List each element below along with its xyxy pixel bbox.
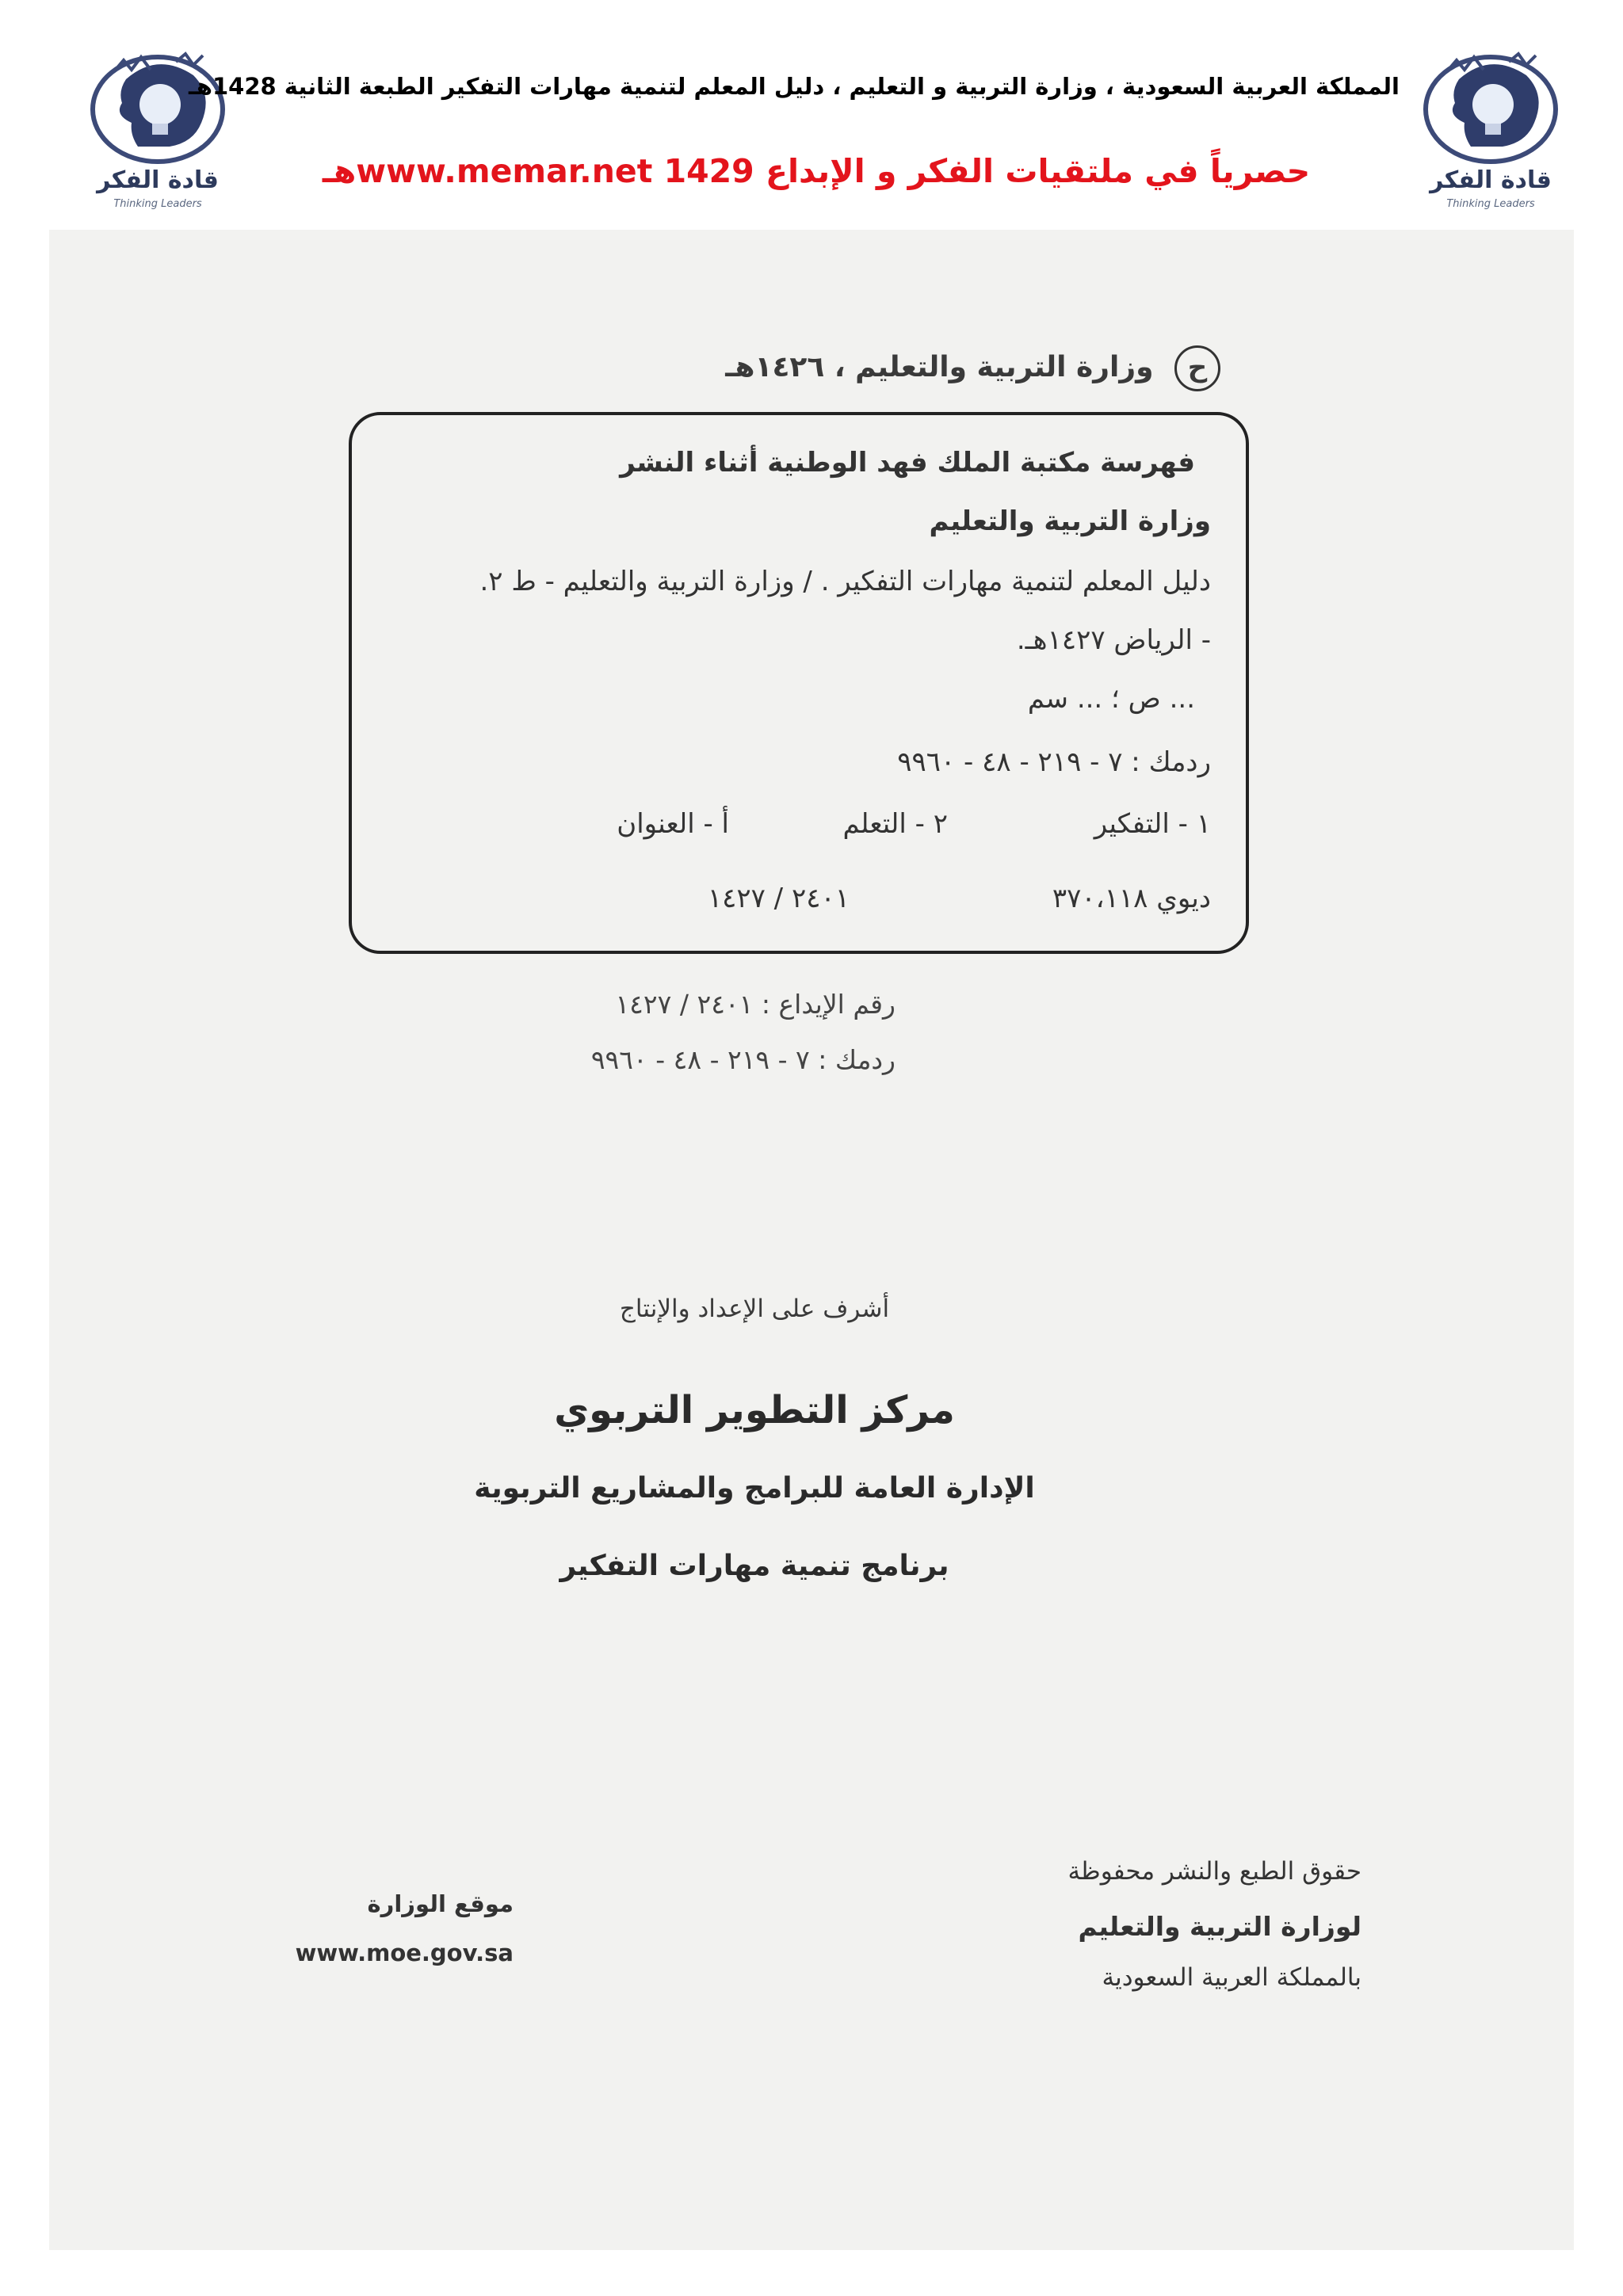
cataloging-box — [349, 412, 1249, 954]
ministry-website-label: موقع الوزارة — [367, 1890, 514, 1917]
copyright-line — [475, 345, 1220, 391]
copyright-symbol: ح — [1174, 345, 1220, 391]
rights-line2: لوزارة التربية والتعليم — [1078, 1911, 1361, 1942]
cip-deposit-number: ٢٤٠١ / ١٤٢٧ — [707, 883, 850, 914]
header-title: المملكة العربية السعودية ، وزارة التربية و التعليم ، دليل المعلم لتنمية مهارات التفكير الطبعة الثانية 1428هـ — [188, 73, 1400, 100]
cip-subject-2: ٢ - التعلم — [842, 808, 948, 840]
cip-dewey: ديوي ٣٧٠،١١٨ — [1052, 883, 1211, 914]
logo-english-text: Thinking Leaders — [1446, 198, 1535, 210]
cip-title: دليل المعلم لتنمية مهارات التفكير . / وزارة التربية والتعليم - ط ٢. — [479, 566, 1211, 597]
center-name: مركز التطوير التربوي — [554, 1388, 955, 1432]
cip-pages: ... ص ؛ ... سم — [1027, 683, 1195, 715]
deposit-isbn: ردمك : ٧ - ٢١٩ - ٤٨ - ٩٩٦٠ — [590, 1044, 896, 1075]
cip-author: وزارة التربية والتعليم — [929, 505, 1211, 537]
logo-english-text: Thinking Leaders — [113, 198, 202, 210]
rights-line3: بالمملكة العربية السعودية — [1102, 1963, 1361, 1992]
lightbulb-head-icon — [1415, 48, 1566, 166]
cip-subject-3: أ - العنوان — [617, 808, 729, 840]
cip-isbn: ردمك : ٧ - ٢١٩ - ٤٨ - ٩٩٦٠ — [897, 746, 1211, 778]
copyright-text: وزارة التربية والتعليم ، ١٤٢٦هـ — [725, 351, 1154, 383]
logo-thinking-leaders-right — [1415, 48, 1566, 214]
logo-arabic-text: قادة الفكر — [1430, 166, 1552, 194]
cip-place: - الرياض ١٤٢٧هـ. — [1016, 624, 1211, 656]
department-name: الإدارة العامة للبرامج والمشاريع التربوية — [474, 1472, 1035, 1505]
rights-line1: حقوق الطبع والنشر محفوظة — [1067, 1857, 1361, 1886]
ministry-website-url[interactable]: www.moe.gov.sa — [295, 1939, 514, 1966]
cip-heading: فهرسة مكتبة الملك فهد الوطنية أثناء النشر — [620, 447, 1195, 479]
supervised-by: أشرف على الإعداد والإنتاج — [619, 1295, 890, 1323]
program-name: برنامج تنمية مهارات التفكير — [559, 1550, 949, 1582]
deposit-number: رقم الإيداع : ٢٤٠١ / ١٤٢٧ — [615, 989, 896, 1020]
logo-arabic-text: قادة الفكر — [97, 166, 219, 194]
cip-subject-1: ١ - التفكير — [1094, 808, 1211, 840]
lightbulb-head-icon — [82, 48, 233, 166]
header-exclusive-notice: حصرياً في ملتقيات الفكر و الإبداع www.memar.net 1429هـ — [322, 152, 1311, 190]
